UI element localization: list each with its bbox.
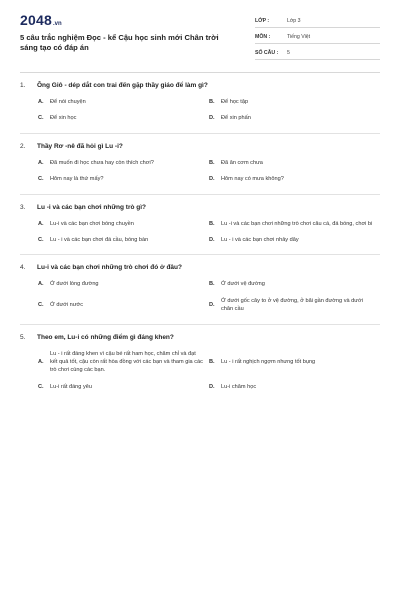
option-d[interactable] (209, 383, 380, 391)
option-letter: B. (209, 220, 215, 227)
option-letter: D. (209, 237, 215, 244)
option-letter: B. (209, 159, 215, 166)
option-c[interactable] (38, 297, 209, 314)
option-a[interactable] (38, 220, 209, 228)
page-header (20, 12, 380, 62)
meta-value: Lớp 3 (287, 17, 301, 24)
option-b[interactable] (209, 350, 380, 375)
option-letter: A. (38, 359, 44, 366)
logo-main-text: 2048 (20, 12, 52, 28)
option-c[interactable] (38, 236, 209, 244)
question-text: Ông Giô - dép dắt con trai đến gặp thầy giáo để làm gì? (37, 82, 208, 89)
option-d[interactable] (209, 236, 380, 244)
option-letter: A. (38, 220, 44, 227)
question-header (20, 333, 380, 342)
question-2 (20, 142, 380, 195)
option-grid (20, 159, 380, 184)
question-number: 1. (20, 82, 26, 89)
question-number: 4. (20, 264, 26, 272)
logo-sub-text: .vn (52, 21, 62, 27)
option-a[interactable] (38, 280, 209, 288)
option-letter: C. (38, 237, 44, 244)
question-header (20, 142, 380, 151)
option-letter: D. (209, 383, 215, 390)
option-letter: B. (209, 281, 215, 288)
option-text: Để xin phấn (221, 115, 251, 122)
option-grid (20, 350, 380, 392)
meta-row-class (255, 14, 380, 28)
meta-row-subject (255, 30, 380, 44)
option-text: Ở dưới lòng đường (50, 281, 99, 288)
option-letter: C. (38, 302, 44, 309)
question-text: Lu -i và các bạn chơi những trò gì? (37, 203, 147, 211)
question-text: Lu-i và các bạn chơi những trò chơi đó ở đâu? (37, 264, 182, 272)
option-text: Lu - i và các bạn chơi nhảy dây (221, 237, 299, 244)
meta-value: Tiếng Việt (287, 33, 311, 40)
option-a[interactable] (38, 159, 209, 167)
meta-value: 5 (287, 49, 290, 56)
meta-label: MÔN : (255, 33, 271, 40)
option-text: Hôm nay có mưa không? (221, 176, 284, 183)
question-list (20, 81, 380, 401)
option-a[interactable] (38, 98, 209, 106)
option-d[interactable] (209, 114, 380, 122)
option-letter: D. (209, 302, 215, 309)
option-text: Hôm nay là thứ mấy? (50, 176, 104, 183)
question-header (20, 263, 380, 272)
option-text: Ở dưới nước (50, 302, 83, 309)
option-c[interactable] (38, 114, 209, 122)
option-c[interactable] (38, 383, 209, 391)
option-letter: A. (38, 159, 44, 166)
option-b[interactable] (209, 280, 380, 288)
option-text: Lu - i rất nghịch ngợm nhưng tốt bụng (221, 359, 316, 366)
option-d[interactable] (209, 175, 380, 183)
question-header (20, 81, 380, 90)
question-number: 5. (20, 333, 26, 341)
option-text: Để nói chuyện (50, 99, 86, 105)
meta-panel (255, 12, 380, 62)
question-3 (20, 203, 380, 256)
meta-row-count (255, 46, 380, 60)
option-grid (20, 280, 380, 313)
option-a[interactable] (38, 350, 209, 375)
option-text: Lu - i rất đáng khen vì cậu bé rất ham học, chăm chỉ và đạt kết quả tốt, cậu còn rất hòa đồng với các bạn và tham gia các trò chơi cùng các bạn. (50, 350, 203, 374)
option-text: Đã ăn cơm chưa (221, 159, 263, 166)
option-text: Lu -i và các bạn chơi những trò chơi câu cá, đá bóng, chơi bi (221, 220, 373, 227)
option-letter: D. (209, 176, 215, 183)
option-letter: A. (38, 99, 44, 105)
option-grid (20, 220, 380, 245)
option-c[interactable] (38, 175, 209, 183)
option-letter: B. (209, 99, 215, 105)
header-left (20, 12, 235, 53)
option-letter: B. (209, 359, 215, 366)
option-text: Ở dưới vệ đường (221, 281, 265, 288)
option-text: Để xin học (50, 115, 77, 122)
question-4 (20, 263, 380, 324)
question-header (20, 203, 380, 212)
question-text: Thầy Rơ -nê đã hỏi gì Lu -i? (37, 142, 123, 150)
question-text: Theo em, Lu-i có những điểm gì đáng khen? (37, 333, 174, 341)
question-1 (20, 81, 380, 134)
option-text: Lu-i và các bạn chơi bóng chuyền (50, 220, 134, 227)
header-divider (20, 72, 380, 73)
option-text: Lu-i rất đáng yêu (50, 383, 92, 390)
question-number: 2. (20, 142, 26, 150)
option-text: Ở dưới gốc cây to ở vệ đường, ở bãi gần đường và dưới chân cầu (221, 297, 363, 313)
meta-label: SỐ CÂU : (255, 49, 279, 56)
option-grid (20, 98, 380, 123)
question-number: 3. (20, 203, 26, 211)
meta-label: LỚP : (255, 17, 270, 24)
option-b[interactable] (209, 220, 380, 228)
option-letter: C. (38, 115, 44, 122)
page-title: 5 câu trắc nghiệm Đọc - kể Cậu học sinh mới Chân trời sáng tạo có đáp án (20, 33, 219, 52)
option-d[interactable] (209, 297, 380, 314)
option-b[interactable] (209, 159, 380, 167)
option-text: Lu - i và các bạn chơi đá cầu, bóng bàn (50, 237, 149, 244)
option-text: Đã muốn đi học chưa hay còn thích chơi? (50, 159, 154, 166)
question-5 (20, 333, 380, 402)
option-b[interactable] (209, 98, 380, 106)
option-letter: A. (38, 281, 44, 288)
site-logo[interactable] (20, 12, 235, 28)
option-text: Để học tập (221, 99, 249, 105)
option-letter: D. (209, 115, 215, 122)
option-letter: C. (38, 383, 44, 390)
option-letter: C. (38, 176, 44, 183)
option-text: Lu-i chăm học (221, 383, 257, 390)
